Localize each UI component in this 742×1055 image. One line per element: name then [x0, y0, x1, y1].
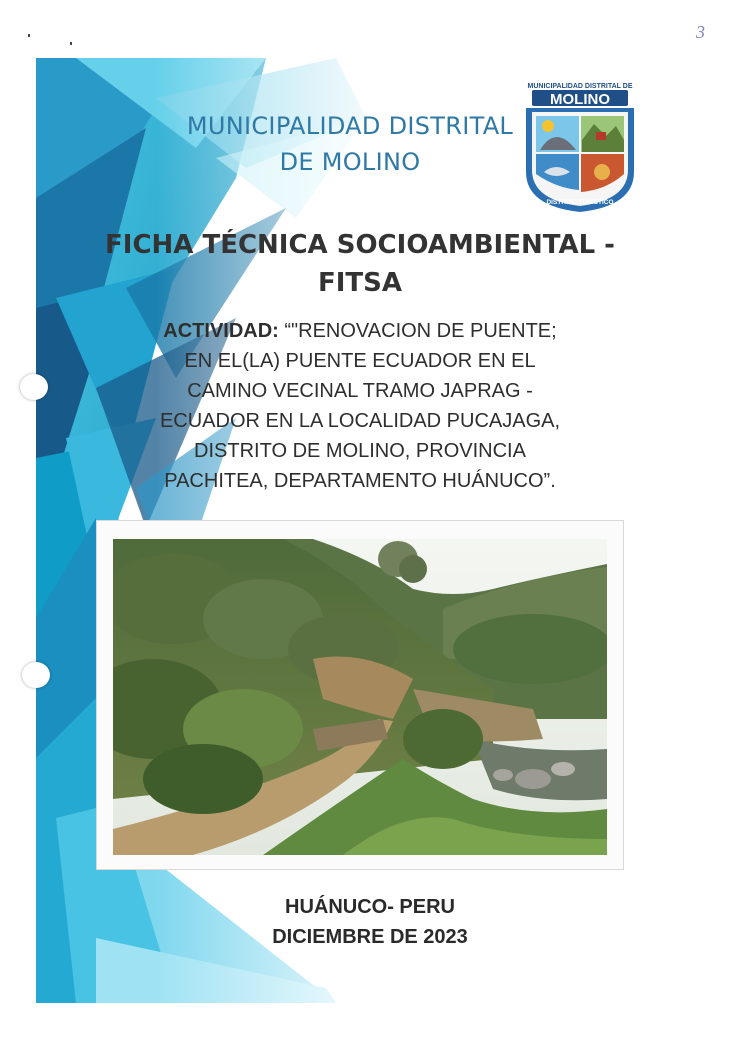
- activity-text-1: “"RENOVACION DE PUENTE;: [278, 320, 557, 342]
- logo-name: MOLINO: [550, 91, 610, 108]
- footer-location: HUÁNUCO- PERU: [285, 896, 455, 918]
- municipality-coat-of-arms-logo: [516, 80, 644, 216]
- activity-line1: [120, 316, 600, 346]
- site-photograph: [113, 539, 607, 855]
- scan-speck: [70, 42, 72, 45]
- activity-line4: ECUADOR EN LA LOCALIDAD PUCAJAGA,: [159, 410, 561, 432]
- activity-line5: DISTRITO DE MOLINO, PROVINCIA: [194, 440, 526, 462]
- punch-hole: [22, 662, 50, 688]
- footer-date: DICIEMBRE DE 2023: [272, 926, 468, 948]
- municipality-name-line2: DE MOLINO: [279, 148, 421, 176]
- page-number: 3: [696, 22, 705, 42]
- punch-hole: [20, 374, 48, 400]
- site-photo-frame: [96, 520, 624, 870]
- logo-bottom-text: DISTRITO TURISTICO: [546, 199, 614, 206]
- activity-line3: CAMINO VECINAL TRAMO JAPRAG -: [187, 380, 533, 402]
- logo-top-text: MUNICIPALIDAD DISTRITAL DE: [527, 83, 633, 90]
- document-title-line2: FITSA: [317, 268, 403, 298]
- activity-line2: EN EL(LA) PUENTE ECUADOR EN EL: [184, 350, 536, 372]
- activity-line6: PACHITEA, DEPARTAMENTO HUÁNUCO”.: [164, 470, 556, 492]
- scan-speck: [28, 34, 30, 37]
- activity-label: ACTIVIDAD:: [163, 320, 279, 342]
- document-title-line1: FICHA TÉCNICA SOCIOAMBIENTAL -: [105, 230, 615, 260]
- municipality-name-line1: MUNICIPALIDAD DISTRITAL: [186, 112, 514, 140]
